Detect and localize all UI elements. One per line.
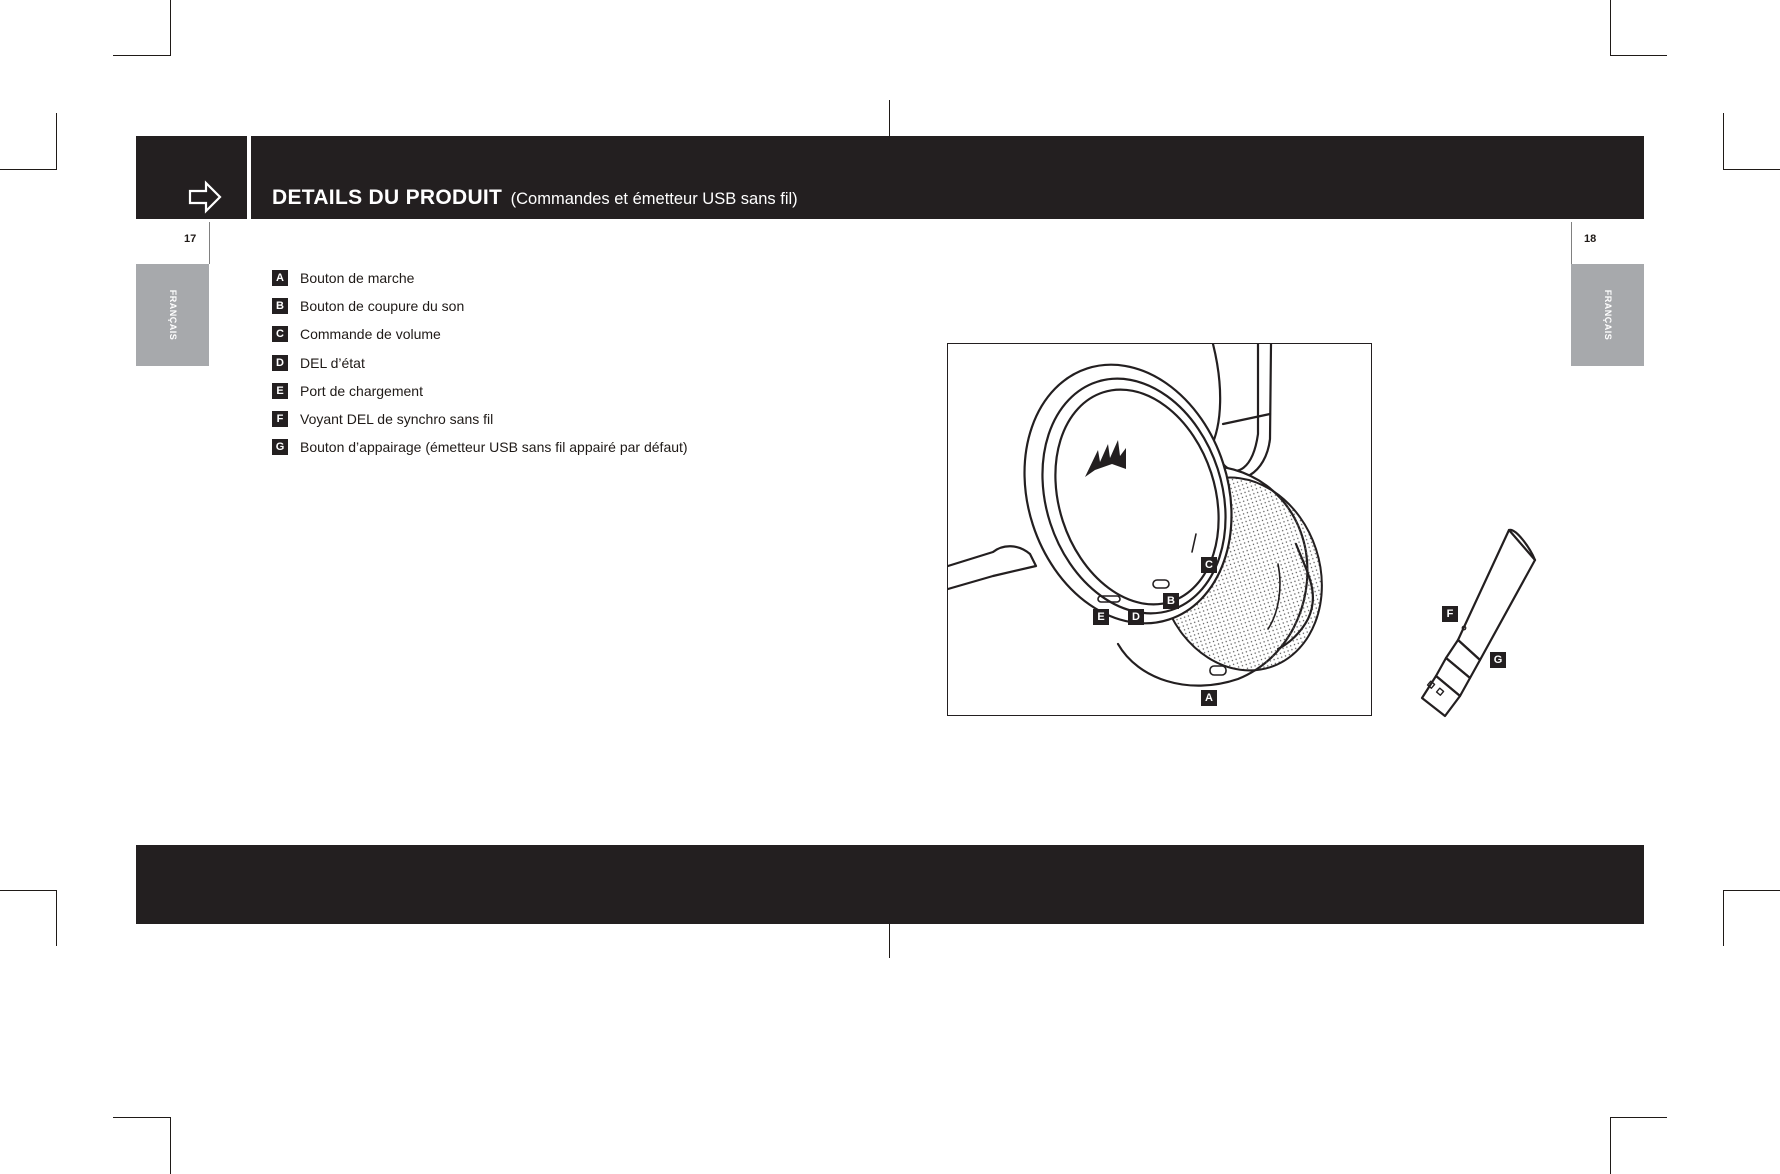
legend-text: DEL d’état <box>300 354 365 371</box>
subtitle-text: (Commandes et émetteur USB sans fil) <box>510 190 798 208</box>
list-item <box>272 377 688 405</box>
crop-mark <box>56 113 57 170</box>
legend-text: Bouton de marche <box>300 270 415 287</box>
list-item <box>272 405 688 433</box>
legend-text: Bouton de coupure du son <box>300 298 465 315</box>
language-label: FRANÇAIS <box>1602 289 1613 341</box>
legend-list <box>272 264 688 461</box>
callout-f: F <box>1442 606 1458 622</box>
crop-mark <box>1723 113 1724 170</box>
crop-mark <box>1724 169 1780 170</box>
page-title <box>272 186 798 210</box>
list-item <box>272 349 688 377</box>
crop-mark <box>1723 890 1724 946</box>
headset-drawing <box>948 344 1372 716</box>
list-item <box>272 264 688 292</box>
usb-transmitter-illustration <box>1380 520 1580 730</box>
language-label: FRANÇAIS <box>167 289 178 341</box>
letter-badge: E <box>272 383 288 399</box>
callout-e: E <box>1093 609 1109 625</box>
legend-text: Bouton d’appairage (émetteur USB sans fil appairé par défaut) <box>300 439 688 456</box>
legend-text: Voyant DEL de synchro sans fil <box>300 411 494 428</box>
callout-d: D <box>1128 609 1144 625</box>
legend-text: Port de chargement <box>300 382 423 399</box>
callout-a: A <box>1201 690 1217 706</box>
letter-badge: B <box>272 298 288 314</box>
callout-b: B <box>1163 593 1179 609</box>
page-number-right: 18 <box>1584 233 1597 245</box>
crop-mark <box>113 1117 170 1118</box>
crop-mark <box>1610 0 1611 56</box>
crop-mark <box>0 890 56 891</box>
callout-c: C <box>1201 557 1217 573</box>
crop-mark <box>1610 55 1667 56</box>
list-item <box>272 320 688 348</box>
legend-text: Commande de volume <box>300 326 441 343</box>
footer-band <box>136 845 1644 924</box>
crop-mark <box>113 55 170 56</box>
page-number-left: 17 <box>184 233 197 245</box>
crop-mark <box>1724 890 1780 891</box>
crop-mark <box>170 0 171 56</box>
crop-mark <box>1610 1117 1667 1118</box>
letter-badge: F <box>272 411 288 427</box>
list-item <box>272 292 688 320</box>
arrow-right-icon <box>186 178 226 218</box>
language-tab-right <box>1571 264 1644 366</box>
headset-illustration <box>947 343 1372 716</box>
letter-badge: A <box>272 270 288 286</box>
letter-badge: D <box>272 355 288 371</box>
usb-dongle-drawing <box>1380 520 1580 730</box>
callout-g: G <box>1490 652 1506 668</box>
letter-badge: C <box>272 326 288 342</box>
divider <box>1571 222 1572 264</box>
letter-badge: G <box>272 439 288 455</box>
crop-mark <box>170 1117 171 1174</box>
crop-mark <box>0 169 56 170</box>
title-text: DETAILS DU PRODUIT <box>272 186 503 209</box>
language-tab-left <box>136 264 209 366</box>
crop-mark <box>56 890 57 946</box>
crop-mark <box>1610 1117 1611 1174</box>
list-item <box>272 433 688 461</box>
divider <box>209 222 210 264</box>
